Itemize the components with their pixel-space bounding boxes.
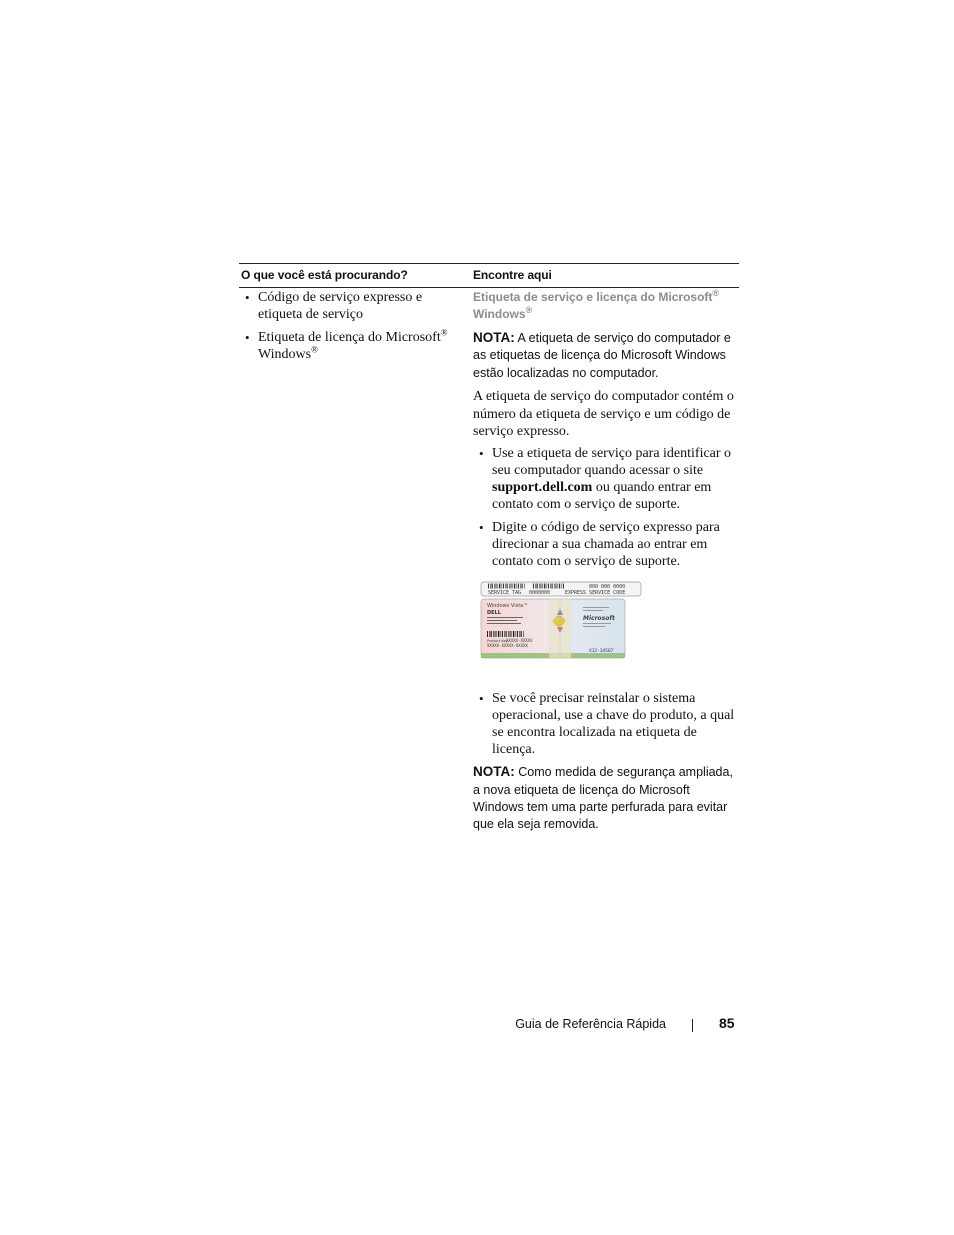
label-service-tag-text: SERVICE TAG [488, 590, 522, 597]
label-product-key: XXXXX-XXXXX [506, 638, 533, 644]
info-table [239, 263, 739, 848]
bullet-use-service-tag [473, 445, 739, 513]
note-label: NOTA: [473, 764, 515, 780]
note-2 [473, 763, 739, 834]
paragraph-service-tag: A etiqueta de serviço do computador contém o número da etiqueta de serviço e um código de serviço expresso. [473, 389, 734, 439]
left-license-windows: Windows [258, 347, 312, 362]
header-what-looking-for: O que você está procurando? [241, 268, 408, 282]
bullet-1-text: Use a etiqueta de serviço para identificar o seu computador quando acessar o site [492, 446, 732, 479]
page-footer [0, 1015, 954, 1035]
right-column [473, 289, 739, 834]
label-os-name: Windows Vista™ [487, 603, 529, 610]
note-1-text: A etiqueta de serviço do computador e as etiquetas de licença do Microsoft Windows estão localizadas no computador. [473, 331, 731, 380]
left-bullet-license-label [239, 329, 454, 363]
note-label: NOTA: [473, 330, 515, 345]
bullet-express-code [473, 519, 739, 570]
left-license-text: Etiqueta de licença do Microsoft [258, 330, 441, 345]
header-find-here: Encontre aqui [473, 268, 552, 282]
registered-mark: ® [311, 344, 318, 355]
page-number: 85 [719, 1015, 735, 1031]
registered-mark: ® [440, 327, 448, 338]
table-row [239, 288, 739, 848]
subhead-windows: Windows [473, 307, 526, 321]
table-header [239, 264, 739, 287]
label-service-tag-number: 0000000 [529, 590, 551, 597]
left-bullet-service-code [239, 289, 454, 323]
label-express-code-number: 000 000 0000 [589, 584, 626, 591]
label-product-key-label: Product Key: [487, 639, 509, 644]
label-oem-logo: DELL [487, 610, 501, 617]
footer-guide-title: Guia de Referência Rápida [515, 1017, 666, 1031]
registered-mark: ® [712, 288, 720, 298]
note-2-text: Como medida de segurança ampliada, a nova etiqueta de licença do Microsoft Windows tem uma parte perfurada para evitar que ela seja removida. [473, 765, 733, 832]
support-site-link: support.dell.com [492, 480, 593, 496]
left-column [239, 289, 454, 363]
label-microsoft-logo: Microsoft [583, 615, 615, 623]
service-license-label-image [479, 581, 739, 666]
note-1 [473, 329, 739, 382]
label-product-key-2: XXXXX-XXXXX-XXXXX [487, 643, 528, 649]
left-bullet-service-code-text: Código de serviço expresso e etiqueta de serviço [258, 290, 423, 322]
subhead-text: Etiqueta de serviço e licença do Microsoft [473, 290, 713, 304]
footer-separator [692, 1019, 693, 1032]
section-subhead [473, 289, 739, 323]
label-express-code-text: EXPRESS SERVICE CODE [565, 590, 626, 597]
bullet-2-text: Digite o código de serviço expresso para direcionar a sua chamada ao entrar em contato com o serviço de suporte. [492, 520, 720, 570]
registered-mark: ® [525, 305, 533, 315]
label-illustration [479, 581, 645, 661]
bullet-reinstall [473, 690, 739, 758]
bullet-3-text: Se você precisar reinstalar o sistema operacional, use a chave do produto, a qual se encontra localizada na etiqueta de licença. [492, 691, 735, 758]
bullet-1-text-end: ou quando entrar em contato com o serviço de suporte. [492, 480, 712, 513]
label-code: X12-34567 [589, 649, 614, 655]
